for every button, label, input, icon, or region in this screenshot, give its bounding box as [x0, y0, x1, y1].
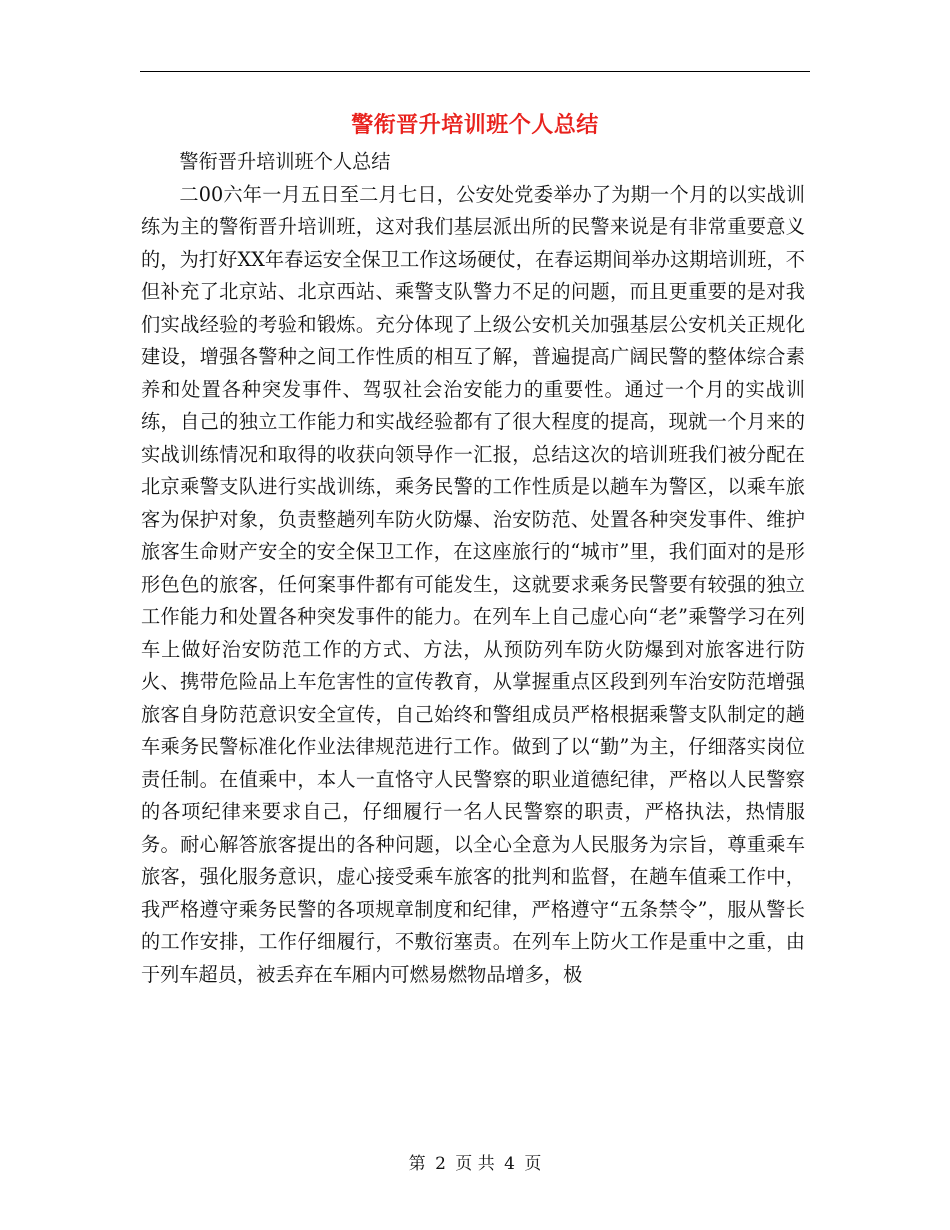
page-footer — [0, 1152, 950, 1176]
body-paragraph-heading: 警衔晋升培训班个人总结 — [179, 150, 391, 173]
footer-middle: 页 共 — [455, 1154, 495, 1174]
footer-prefix: 第 — [408, 1154, 426, 1174]
footer-suffix: 页 — [524, 1154, 542, 1174]
header-rule — [140, 71, 810, 72]
footer-current-page: 2 — [435, 1154, 446, 1174]
body-paragraph-main: 二00六年一月五日至二月七日，公安处党委举办了为期一个月的以实战训练为主的警衔晋升培训班，这对我们基层派出所的民警来说是有非常重要意义的，为打好XX年春运安全保卫工作这场硬仗，在春运期间举办这期培训班，不但补充了北京站、北京西站、乘警支队警力不足的问题，而且更重要的是对我们实战经验的考验和锻炼。充分体现了上级公安机关加强基层公安机关正规化建设，增强各警种之间工作性质的相互了解，普遍提高广阔民警的整体综合素养和处置各种突发事件、驾驭社会治安能力的重要性。通过一个月的实战训练，自己的独立工作能力和实战经验都有了很大程度的提高，现就一个月来的实战训练情况和取得的收获向领导作一汇报，总结这次的培训班我们被分配在北京乘警支队进行实战训练，乘务民警的工作性质是以趟车为警区，以乘车旅客为保护对象，负责整趟列车防火防爆、治安防范、处置各种突发事件、维护旅客生命财产安全的安全保卫工作，在这座旅行的“城市”里，我们面对的是形形色色的旅客，任何案事件都有可能发生，这就要求乘务民警要有较强的独立工作能力和处置各种突发事件的能力。在列车上自己虚心向“老”乘警学习在列车上做好治安防范工作的方式、方法，从预防列车防火防爆到对旅客进行防火、携带危险品上车危害性的宣传教育，从掌握重点区段到列车治安防范增强旅客自身防范意识安全宣传，自己始终和警组成员严格根据乘警支队制定的趟车乘务民警标准化作业法律规范进行工作。做到了以“勤”为主，仔细落实岗位责任制。在值乘中，本人一直恪守人民警察的职业道德纪律，严格以人民警察的各项纪律来要求自己，仔细履行一名人民警察的职责，严格执法，热情服务。耐心解答旅客提出的各种问题，以全心全意为人民服务为宗旨，尊重乘车旅客，强化服务意识，虚心接受乘车旅客的批判和监督，在趟车值乘工作中，我严格遵守乘务民警的各项规章制度和纪律，严格遵守“五条禁令”，服从警长的工作安排，工作仔细履行，不敷衍塞责。在列车上防火工作是重中之重，由于列车超员，被丢弃在车厢内可燃易燃物品增多，极 — [141, 182, 805, 986]
document-title: 警衔晋升培训班个人总结 — [351, 112, 599, 138]
document-body — [141, 146, 805, 991]
footer-total-pages: 4 — [504, 1154, 515, 1174]
